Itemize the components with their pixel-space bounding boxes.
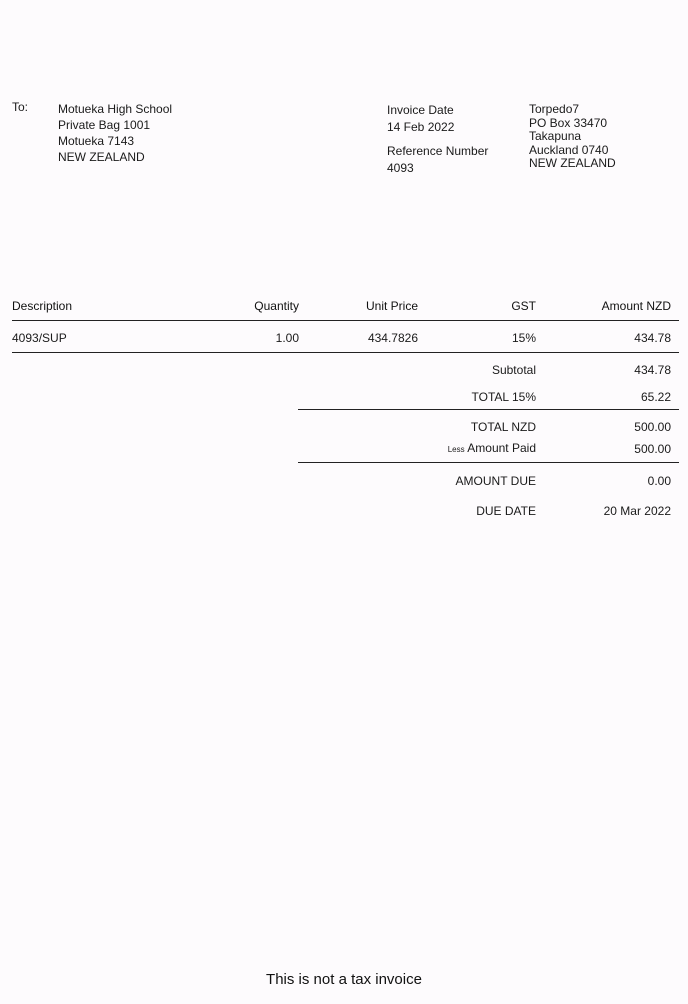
row-gst: 15% xyxy=(511,331,536,345)
recipient-line: Private Bag 1001 xyxy=(58,118,151,132)
invoice-date-value: 14 Feb 2022 xyxy=(387,120,455,134)
to-label: To: xyxy=(12,100,29,114)
subtotal-value: 434.78 xyxy=(634,363,671,377)
reference-number-value: 4093 xyxy=(387,161,414,175)
sender-line: Takapuna xyxy=(529,129,582,143)
amount-paid-row xyxy=(448,441,536,455)
sender-line: Auckland 0740 xyxy=(529,142,609,157)
due-date-value: 20 Mar 2022 xyxy=(603,504,671,518)
sender-address xyxy=(529,103,616,171)
sender-line: PO Box 33470 xyxy=(529,115,608,130)
row-divider xyxy=(12,352,679,353)
gst-total-value: 65.22 xyxy=(640,390,671,404)
header-gst: GST xyxy=(511,299,536,313)
recipient-line: Motueka 7143 xyxy=(58,134,135,148)
subtotal-label: Subtotal xyxy=(491,363,536,377)
header-description: Description xyxy=(12,299,73,313)
amount-due-value: 0.00 xyxy=(647,474,671,488)
row-amount: 434.78 xyxy=(634,331,671,345)
amount-due-label: AMOUNT DUE xyxy=(455,474,536,488)
totals-divider xyxy=(298,409,679,410)
header-unit-price: Unit Price xyxy=(365,299,418,313)
sender-line: NEW ZEALAND xyxy=(529,156,616,170)
amount-paid-label: Amount Paid xyxy=(467,441,536,455)
recipient-line: NEW ZEALAND xyxy=(58,150,145,164)
recipient-address xyxy=(58,101,172,165)
reference-number-label: Reference Number xyxy=(387,144,489,158)
amount-paid-value: 500.00 xyxy=(634,442,671,456)
row-quantity: 1.00 xyxy=(275,331,299,345)
row-description: 4093/SUP xyxy=(12,331,67,345)
less-label: Less xyxy=(447,445,465,454)
row-unit-price: 434.7826 xyxy=(367,331,418,345)
invoice-date-label: Invoice Date xyxy=(387,103,454,117)
due-date-label: DUE DATE xyxy=(476,504,536,518)
recipient-line: Motueka High School xyxy=(58,102,173,116)
gst-total-label: TOTAL 15% xyxy=(471,390,536,404)
total-nzd-value: 500.00 xyxy=(634,420,671,434)
header-amount: Amount NZD xyxy=(601,299,671,313)
header-divider xyxy=(12,320,679,321)
footer-note: This is not a tax invoice xyxy=(266,971,422,988)
sender-line: Torpedo7 xyxy=(529,102,580,116)
amount-due-divider xyxy=(298,462,679,463)
total-nzd-label: TOTAL NZD xyxy=(470,420,536,434)
header-quantity: Quantity xyxy=(254,299,299,313)
